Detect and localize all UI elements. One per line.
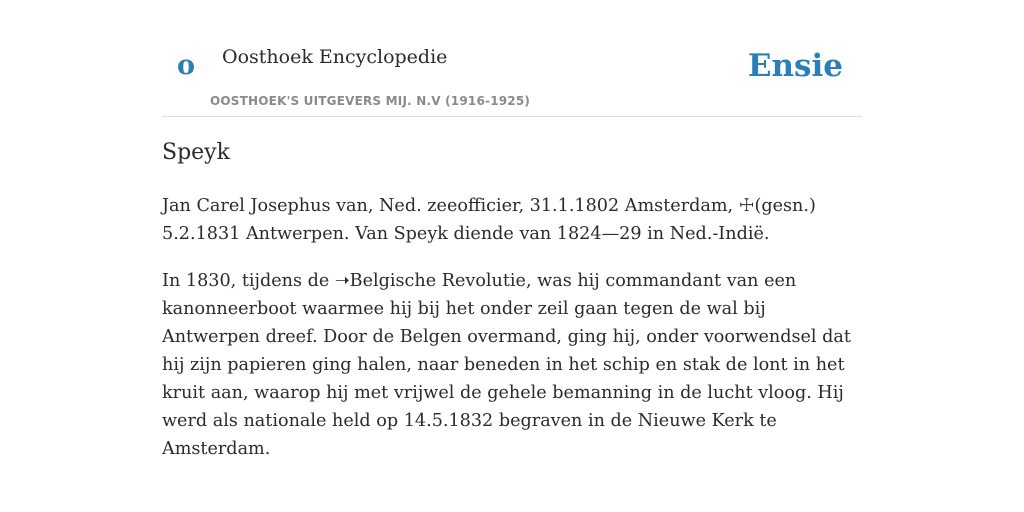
reference-arrow-icon: ➝ [334,271,350,291]
site-header [162,0,862,117]
page [162,0,862,459]
brand-logo-link[interactable]: Ensie [747,48,843,84]
site-title-link[interactable]: Oosthoek Encyclopedie [222,46,448,68]
entry-paragraph-1: Jan Carel Josephus van, Ned. zeeofficier, 31.1.1802 Amsterdam, ☩(gesn.) 5.2.1831 Antwerpen. Van Speyk diende van 1824—29 in Ned.-Indië. [162,196,816,244]
entry-body [162,192,862,482]
publisher-label: OOSTHOEK'S UITGEVERS MIJ. N.V (1916-1925) [210,94,531,108]
site-logo[interactable]: o [177,50,196,81]
entry-title: Speyk [162,140,230,165]
entry-paragraph-2 [162,267,862,463]
reference-link-belgische-revolutie[interactable]: Belgische Revolutie [349,271,526,291]
paragraph-text: , was hij commandant van een kanonneerboot waarmee hij bij het onder zeil gaan tegen de wal bij Antwerpen dreef. Door de Belgen overmand, ging hij, onder voorwendsel dat hij zijn papieren ging halen, naar beneden in het schip en stak de lont in het kruit aan, waarop hij met vrijwel de gehele bemanning in de lucht vloog. Hij werd als nationale held op 14.5.1832 begraven in de Nieuwe Kerk te Amsterdam. [162,271,851,459]
paragraph-text: In 1830, tijdens de [162,271,335,291]
